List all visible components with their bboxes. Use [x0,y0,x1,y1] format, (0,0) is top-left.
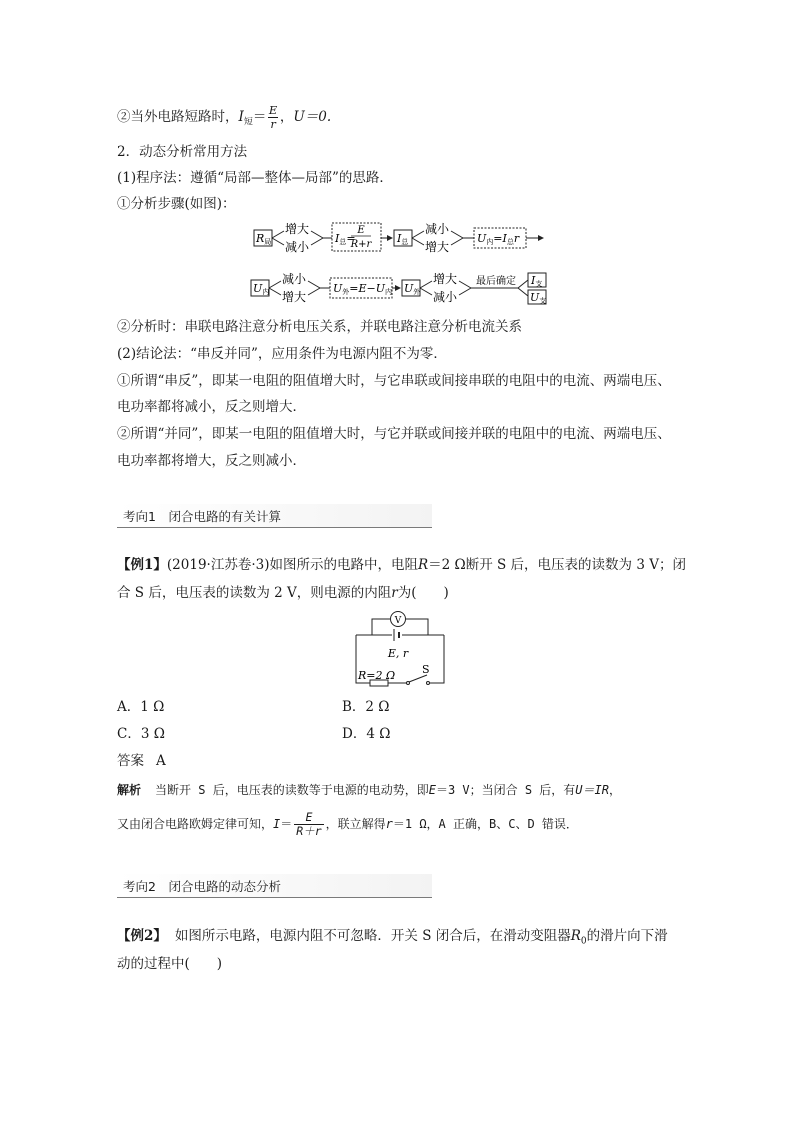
i-total-label: I总 [397,232,409,246]
answer-line [117,752,166,770]
flow-frac-den: R+r [350,239,372,250]
u-outer-eq-label: U外=E−U内 [333,282,393,296]
current-symbol: I [238,109,244,125]
u-inner-eq-label: U内=I总r [477,232,520,246]
example-1-label: 【例1】 [117,557,167,573]
flow-decrease-1: 减小 [285,240,310,254]
flow-frac-num: E [357,225,365,236]
flow-finally: 最后确定 [476,276,516,287]
source-label: E, r [387,647,409,660]
short-circuit-line: ②当外电路短路时，$I_短=$ $\frac{E}{r}$ ，U＝0. [117,103,332,131]
r-local-label: R局 [256,232,272,246]
explanation-line-2: 又由闭合电路欧姆定律可知，I＝ $\frac{E}{R+r}$ ，联立解得r＝1 Ω，A 正确，B、C、D 错误． [117,810,578,838]
analysis-note: ②分析时：串联电路注意分析电压关系，并联电路注意分析电流关系 [117,319,522,335]
example-2-line-1: 【例2】 如图所示电路，电源内阻不可忽略．开关 S 闭合后，在滑动变阻器$R_0$的滑片向下滑 [117,928,668,947]
explanation-fraction: $\frac{E}{R+r}$ [296,810,322,838]
analysis-flow-diagram [250,218,560,310]
option-A[interactable]: A．1 Ω [117,699,165,715]
parallel-rule-line-2: 电功率都将增大，反之则减小． [117,453,306,469]
explanation-line-1: 解析 当断开 S 后，电压表的读数等于电源的电动势，即E＝3 V；当闭合 S 后，有U＝IR， [117,783,621,797]
series-rule-line-2: 电功率都将减小，反之则增大． [117,399,306,415]
switch-contact [427,682,430,685]
example-2-label: 【例2】 [117,928,167,944]
option-C[interactable]: C．3 Ω [117,726,165,742]
answer-value: A [156,753,166,769]
conclusion-method: (2)结论法：“串反并同”，应用条件为电源内阻不为零． [117,346,447,362]
section-title-dynamic: 2．动态分析常用方法 [117,144,248,160]
flow-decrease-3: 减小 [282,272,307,286]
parallel-rule-line-1: ②所谓“并同”，即某一电阻的阻值增大时，与它并联或间接并联的电阻中的电流、两端电压、 [117,426,671,442]
switch-label: S [422,663,430,676]
i-total-eq-label: I总= [335,232,356,246]
flow-decrease-2: 减小 [425,222,450,236]
option-B[interactable]: B．2 Ω [342,699,390,715]
program-method: (1)程序法：遵循“局部—整体—局部”的思路． [117,170,393,186]
switch-icon [409,675,427,682]
resistor-label: R=2 Ω [358,669,396,682]
example-1-line-2: 合 S 后，电压表的读数为 2 V，则电源的内阻r为( ) [117,585,449,601]
topic-2-heading: 考向2 闭合电路的动态分析 [117,874,432,898]
u-outer-label: U外 [404,282,421,296]
series-rule-line-1: ①所谓“串反”，即某一电阻的阻值增大时，与它串联或间接串联的电阻中的电流、两端电压、 [117,373,671,389]
voltmeter-label: V [394,616,402,626]
flow-decrease-4: 减小 [433,290,458,304]
u-inner-label: U内 [253,282,270,296]
flow-increase-1: 增大 [285,222,310,236]
flow-increase-3: 增大 [282,290,307,304]
example-2-line-2: 动的过程中( ) [117,956,223,972]
analysis-steps: ①分析步骤(如图)： [117,196,236,212]
explanation-label: 解析 [117,783,142,797]
option-D[interactable]: D．4 Ω [342,726,391,742]
example-1-line-1: 【例1】(2019·江苏卷·3)如图所示的电路中，电阻R＝2 Ω断开 S 后，电压表的读数为 3 V；闭 [117,557,686,573]
flow-increase-4: 增大 [433,272,458,286]
fraction-E-over-r: $\frac{E}{r}$ [268,103,278,131]
example-1-circuit [352,609,448,687]
topic-1-heading: 考向1 闭合电路的有关计算 [117,504,432,528]
i-branch-label: I支 [531,274,543,288]
u-branch-label: U支 [530,291,547,305]
flow-increase-2: 增大 [425,240,450,254]
answer-label: 答案 [117,753,144,769]
